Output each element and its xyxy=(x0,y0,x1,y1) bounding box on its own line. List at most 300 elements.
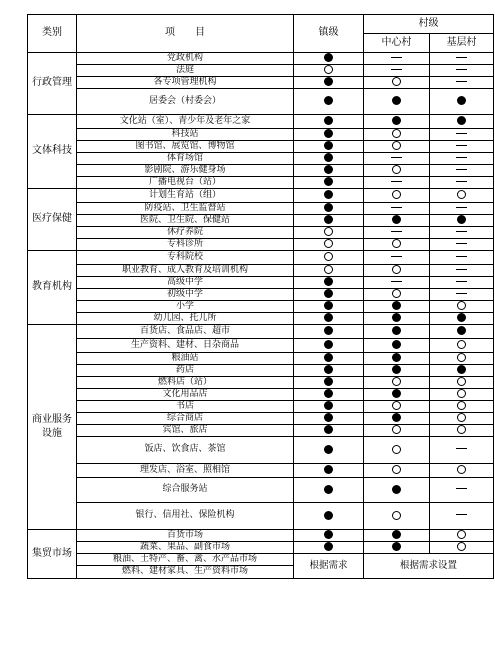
table-row xyxy=(28,353,494,365)
filled-circle-icon xyxy=(324,116,333,125)
dash-icon xyxy=(456,133,467,134)
filled-circle-icon xyxy=(324,190,333,199)
dash-icon xyxy=(456,448,467,449)
table-row xyxy=(28,377,494,389)
dash-icon xyxy=(391,256,402,257)
center-village-cell xyxy=(364,65,430,77)
town-cell xyxy=(294,251,364,265)
filled-circle-icon xyxy=(324,77,333,86)
base-village-cell xyxy=(430,251,494,265)
filled-circle-icon xyxy=(457,116,466,125)
town-cell xyxy=(294,542,364,554)
dash-icon xyxy=(456,231,467,232)
filled-circle-icon xyxy=(392,215,401,224)
facility-table xyxy=(27,14,494,579)
town-cell xyxy=(294,437,364,464)
hollow-circle-icon xyxy=(392,445,401,454)
hollow-circle-icon xyxy=(324,227,333,236)
table-body xyxy=(28,53,494,579)
base-village-cell xyxy=(430,203,494,215)
table-row xyxy=(28,277,494,289)
dash-icon xyxy=(456,281,467,282)
town-cell xyxy=(294,239,364,251)
filled-circle-icon xyxy=(392,340,401,349)
hollow-circle-icon xyxy=(324,265,333,274)
table-row xyxy=(28,189,494,203)
center-village-cell xyxy=(364,313,430,325)
base-village-cell xyxy=(430,115,494,129)
center-village-cell xyxy=(364,301,430,313)
hollow-circle-icon xyxy=(392,265,401,274)
table-row xyxy=(28,177,494,189)
town-cell xyxy=(294,425,364,437)
item-label: 粮油站 xyxy=(77,353,294,365)
filled-circle-icon xyxy=(324,96,333,105)
center-village-cell xyxy=(364,353,430,365)
center-village-cell xyxy=(364,542,430,554)
town-cell xyxy=(294,277,364,289)
table-row xyxy=(28,265,494,277)
table-row xyxy=(28,401,494,413)
center-village-cell xyxy=(364,89,430,115)
item-label: 党政机构 xyxy=(77,53,294,65)
item-label: 幼儿园、托儿所 xyxy=(77,313,294,325)
center-village-cell xyxy=(364,503,430,530)
item-label: 专科诊所 xyxy=(77,239,294,251)
town-cell xyxy=(294,464,364,478)
item-label: 防疫站、卫生监督站 xyxy=(77,203,294,215)
table-row xyxy=(28,301,494,313)
filled-circle-icon xyxy=(324,377,333,386)
town-cell xyxy=(294,325,364,339)
center-village-cell xyxy=(364,377,430,389)
dash-icon xyxy=(456,514,467,515)
table-row xyxy=(28,239,494,251)
item-label: 各专项管理机构 xyxy=(77,77,294,89)
hollow-circle-icon xyxy=(392,190,401,199)
filled-circle-icon xyxy=(324,141,333,150)
town-cell xyxy=(294,339,364,353)
dash-icon xyxy=(391,181,402,182)
hollow-circle-icon xyxy=(392,165,401,174)
filled-circle-icon xyxy=(392,530,401,539)
base-village-cell xyxy=(430,153,494,165)
town-cell xyxy=(294,289,364,301)
table-row xyxy=(28,141,494,153)
table-row xyxy=(28,65,494,77)
base-village-cell xyxy=(430,389,494,401)
hollow-circle-icon xyxy=(392,129,401,138)
table-row xyxy=(28,77,494,89)
town-cell xyxy=(294,89,364,115)
base-village-cell xyxy=(430,339,494,353)
hollow-circle-icon xyxy=(324,65,333,74)
dash-icon xyxy=(456,145,467,146)
filled-circle-icon xyxy=(324,445,333,454)
town-cell xyxy=(294,215,364,227)
town-cell xyxy=(294,313,364,325)
item-label: 燃料、建材家具、生产资料市场 xyxy=(77,566,294,579)
dash-icon xyxy=(456,256,467,257)
filled-circle-icon xyxy=(392,301,401,310)
table-row xyxy=(28,478,494,503)
filled-circle-icon xyxy=(324,401,333,410)
base-village-cell xyxy=(430,189,494,203)
town-cell xyxy=(294,177,364,189)
hollow-circle-icon xyxy=(457,301,466,310)
base-village-cell xyxy=(430,301,494,313)
town-cell xyxy=(294,65,364,77)
center-village-cell xyxy=(364,251,430,265)
filled-circle-icon xyxy=(324,301,333,310)
center-village-cell xyxy=(364,227,430,239)
town-cell xyxy=(294,203,364,215)
center-village-cell xyxy=(364,401,430,413)
hollow-circle-icon xyxy=(392,289,401,298)
center-village-cell xyxy=(364,203,430,215)
hollow-circle-icon xyxy=(324,239,333,248)
header-category: 类别 xyxy=(28,15,77,53)
filled-circle-icon xyxy=(392,389,401,398)
base-village-cell xyxy=(430,227,494,239)
town-cell xyxy=(294,153,364,165)
filled-circle-icon xyxy=(324,425,333,434)
dash-icon xyxy=(456,81,467,82)
base-village-cell xyxy=(430,478,494,503)
town-cell xyxy=(294,115,364,129)
town-cell xyxy=(294,165,364,177)
item-label: 初级中学 xyxy=(77,289,294,301)
item-label: 燃料店（站） xyxy=(77,377,294,389)
base-village-cell xyxy=(430,377,494,389)
hollow-circle-icon xyxy=(392,141,401,150)
center-village-cell xyxy=(364,437,430,464)
header-item: 项 目 xyxy=(77,15,294,53)
table-row xyxy=(28,325,494,339)
base-village-cell xyxy=(430,542,494,554)
hollow-circle-icon xyxy=(457,377,466,386)
center-village-cell xyxy=(364,165,430,177)
item-label: 文化用品店 xyxy=(77,389,294,401)
filled-circle-icon xyxy=(392,96,401,105)
table-row xyxy=(28,413,494,425)
hollow-circle-icon xyxy=(457,401,466,410)
base-village-cell xyxy=(430,365,494,377)
base-village-cell xyxy=(430,53,494,65)
base-village-cell xyxy=(430,401,494,413)
base-village-cell xyxy=(430,141,494,153)
filled-circle-icon xyxy=(324,129,333,138)
filled-circle-icon xyxy=(324,365,333,374)
item-label: 影剧院、游乐健身场 xyxy=(77,165,294,177)
town-cell xyxy=(294,189,364,203)
town-cell xyxy=(294,365,364,377)
base-village-cell xyxy=(430,353,494,365)
center-village-cell xyxy=(364,289,430,301)
hollow-circle-icon xyxy=(457,465,466,474)
dash-icon xyxy=(391,231,402,232)
town-cell xyxy=(294,301,364,313)
town-cell xyxy=(294,503,364,530)
category-label: 医疗保健 xyxy=(28,189,77,251)
filled-circle-icon xyxy=(392,542,401,551)
filled-circle-icon xyxy=(457,326,466,335)
table-row xyxy=(28,215,494,227)
filled-circle-icon xyxy=(324,203,333,212)
filled-circle-icon xyxy=(392,365,401,374)
town-note: 根据需求 xyxy=(294,554,364,579)
item-label: 专科院校 xyxy=(77,251,294,265)
hollow-circle-icon xyxy=(457,542,466,551)
town-cell xyxy=(294,478,364,503)
center-village-cell xyxy=(364,425,430,437)
table-row xyxy=(28,53,494,65)
item-label: 小学 xyxy=(77,301,294,313)
item-label: 图书馆、展览馆、博物馆 xyxy=(77,141,294,153)
town-cell xyxy=(294,530,364,542)
category-label: 商业服务设施 xyxy=(28,325,77,530)
filled-circle-icon xyxy=(392,116,401,125)
item-label: 蔬菜、果品、副食市场 xyxy=(77,542,294,554)
filled-circle-icon xyxy=(324,177,333,186)
center-village-cell xyxy=(364,129,430,141)
item-label: 药店 xyxy=(77,365,294,377)
filled-circle-icon xyxy=(457,365,466,374)
dash-icon xyxy=(456,488,467,489)
dash-icon xyxy=(456,169,467,170)
item-label: 饭店、饮食店、茶馆 xyxy=(77,437,294,464)
item-label: 高级中学 xyxy=(77,277,294,289)
filled-circle-icon xyxy=(324,289,333,298)
item-label: 科技站 xyxy=(77,129,294,141)
table-row xyxy=(28,203,494,215)
item-label: 银行、信用社、保险机构 xyxy=(77,503,294,530)
filled-circle-icon xyxy=(324,165,333,174)
filled-circle-icon xyxy=(392,353,401,362)
town-cell xyxy=(294,129,364,141)
item-label: 综合服务站 xyxy=(77,478,294,503)
base-village-cell xyxy=(430,177,494,189)
table-row xyxy=(28,153,494,165)
center-village-cell xyxy=(364,530,430,542)
filled-circle-icon xyxy=(324,313,333,322)
filled-circle-icon xyxy=(324,215,333,224)
item-label: 粮油、土特产、畜、禽、水产品市场 xyxy=(77,554,294,566)
dash-icon xyxy=(456,243,467,244)
town-cell xyxy=(294,377,364,389)
hollow-circle-icon xyxy=(392,77,401,86)
base-village-cell xyxy=(430,277,494,289)
hollow-circle-icon xyxy=(392,239,401,248)
center-village-cell xyxy=(364,277,430,289)
filled-circle-icon xyxy=(392,485,401,494)
town-cell xyxy=(294,401,364,413)
town-cell xyxy=(294,389,364,401)
table-row xyxy=(28,530,494,542)
category-label: 行政管理 xyxy=(28,53,77,115)
base-village-cell xyxy=(430,239,494,251)
base-village-cell xyxy=(430,65,494,77)
item-label: 百货店、食品店、超市 xyxy=(77,325,294,339)
filled-circle-icon xyxy=(324,413,333,422)
table-row xyxy=(28,389,494,401)
item-label: 宾馆、旅店 xyxy=(77,425,294,437)
filled-circle-icon xyxy=(324,340,333,349)
table-row xyxy=(28,313,494,325)
header-town: 镇级 xyxy=(294,15,364,53)
table-row xyxy=(28,129,494,141)
item-label: 理发店、浴室、照相馆 xyxy=(77,464,294,478)
hollow-circle-icon xyxy=(457,413,466,422)
table-row xyxy=(28,503,494,530)
base-village-cell xyxy=(430,129,494,141)
base-village-cell xyxy=(430,503,494,530)
category-label: 教育机构 xyxy=(28,251,77,325)
base-village-cell xyxy=(430,437,494,464)
table-row xyxy=(28,289,494,301)
table-row xyxy=(28,554,494,566)
base-village-cell xyxy=(430,413,494,425)
item-label: 计划生育站（组） xyxy=(77,189,294,203)
filled-circle-icon xyxy=(392,326,401,335)
item-label: 百货市场 xyxy=(77,530,294,542)
table-row xyxy=(28,542,494,554)
dash-icon xyxy=(391,157,402,158)
item-label: 医院、卫生院、保健站 xyxy=(77,215,294,227)
table-row xyxy=(28,251,494,265)
center-village-cell xyxy=(364,265,430,277)
filled-circle-icon xyxy=(324,389,333,398)
filled-circle-icon xyxy=(324,511,333,520)
base-village-cell xyxy=(430,89,494,115)
base-village-cell xyxy=(430,265,494,277)
filled-circle-icon xyxy=(392,313,401,322)
center-village-cell xyxy=(364,153,430,165)
base-village-cell xyxy=(430,530,494,542)
town-cell xyxy=(294,141,364,153)
town-cell xyxy=(294,353,364,365)
hollow-circle-icon xyxy=(392,465,401,474)
table-row xyxy=(28,464,494,478)
table-row xyxy=(28,115,494,129)
item-label: 休疗养院 xyxy=(77,227,294,239)
town-cell xyxy=(294,227,364,239)
item-label: 广播电视台（站） xyxy=(77,177,294,189)
hollow-circle-icon xyxy=(457,190,466,199)
filled-circle-icon xyxy=(324,542,333,551)
town-cell xyxy=(294,53,364,65)
center-village-cell xyxy=(364,239,430,251)
item-label: 职业教育、成人教育及培训机构 xyxy=(77,265,294,277)
center-village-cell xyxy=(364,189,430,203)
center-village-cell xyxy=(364,53,430,65)
table-row xyxy=(28,89,494,115)
center-village-cell xyxy=(364,478,430,503)
dash-icon xyxy=(456,293,467,294)
dash-icon xyxy=(456,57,467,58)
base-village-cell xyxy=(430,215,494,227)
base-village-cell xyxy=(430,464,494,478)
hollow-circle-icon xyxy=(392,511,401,520)
center-village-cell xyxy=(364,413,430,425)
header-village: 村级 xyxy=(364,15,494,34)
item-label: 综合商店 xyxy=(77,413,294,425)
item-label: 文化站（室）、青少年及老年之家 xyxy=(77,115,294,129)
filled-circle-icon xyxy=(324,465,333,474)
filled-circle-icon xyxy=(324,485,333,494)
header-base-village: 基层村 xyxy=(430,34,494,53)
filled-circle-icon xyxy=(457,215,466,224)
category-label: 集贸市场 xyxy=(28,530,77,579)
base-village-cell xyxy=(430,313,494,325)
center-village-cell xyxy=(364,77,430,89)
dash-icon xyxy=(456,157,467,158)
table-row xyxy=(28,165,494,177)
center-village-cell xyxy=(364,339,430,353)
center-village-cell xyxy=(364,389,430,401)
item-label: 生产资料、建材、日杂商品 xyxy=(77,339,294,353)
base-village-cell xyxy=(430,289,494,301)
table-row xyxy=(28,365,494,377)
dash-icon xyxy=(456,181,467,182)
center-village-cell xyxy=(364,464,430,478)
filled-circle-icon xyxy=(324,326,333,335)
item-label: 居委会（村委会） xyxy=(77,89,294,115)
dash-icon xyxy=(391,69,402,70)
dash-icon xyxy=(391,281,402,282)
filled-circle-icon xyxy=(324,277,333,286)
base-village-cell xyxy=(430,325,494,339)
base-village-cell xyxy=(430,77,494,89)
center-village-cell xyxy=(364,177,430,189)
hollow-circle-icon xyxy=(457,389,466,398)
hollow-circle-icon xyxy=(392,401,401,410)
table-row xyxy=(28,437,494,464)
center-village-cell xyxy=(364,365,430,377)
table-row xyxy=(28,425,494,437)
item-label: 书店 xyxy=(77,401,294,413)
hollow-circle-icon xyxy=(457,425,466,434)
filled-circle-icon xyxy=(457,96,466,105)
header-center-village: 中心村 xyxy=(364,34,430,53)
item-label: 体育场馆 xyxy=(77,153,294,165)
hollow-circle-icon xyxy=(392,425,401,434)
filled-circle-icon xyxy=(324,153,333,162)
center-village-cell xyxy=(364,215,430,227)
filled-circle-icon xyxy=(324,530,333,539)
hollow-circle-icon xyxy=(457,530,466,539)
base-village-cell xyxy=(430,165,494,177)
town-cell xyxy=(294,413,364,425)
hollow-circle-icon xyxy=(392,377,401,386)
hollow-circle-icon xyxy=(457,353,466,362)
table-row xyxy=(28,339,494,353)
category-label: 文体科技 xyxy=(28,115,77,189)
town-cell xyxy=(294,265,364,277)
dash-icon xyxy=(391,207,402,208)
hollow-circle-icon xyxy=(324,252,333,261)
base-village-cell xyxy=(430,425,494,437)
dash-icon xyxy=(456,269,467,270)
dash-icon xyxy=(456,207,467,208)
filled-circle-icon xyxy=(324,353,333,362)
center-village-cell xyxy=(364,325,430,339)
village-note: 根据需求设置 xyxy=(364,554,494,579)
filled-circle-icon xyxy=(324,53,333,62)
filled-circle-icon xyxy=(392,413,401,422)
town-cell xyxy=(294,77,364,89)
table-row xyxy=(28,227,494,239)
